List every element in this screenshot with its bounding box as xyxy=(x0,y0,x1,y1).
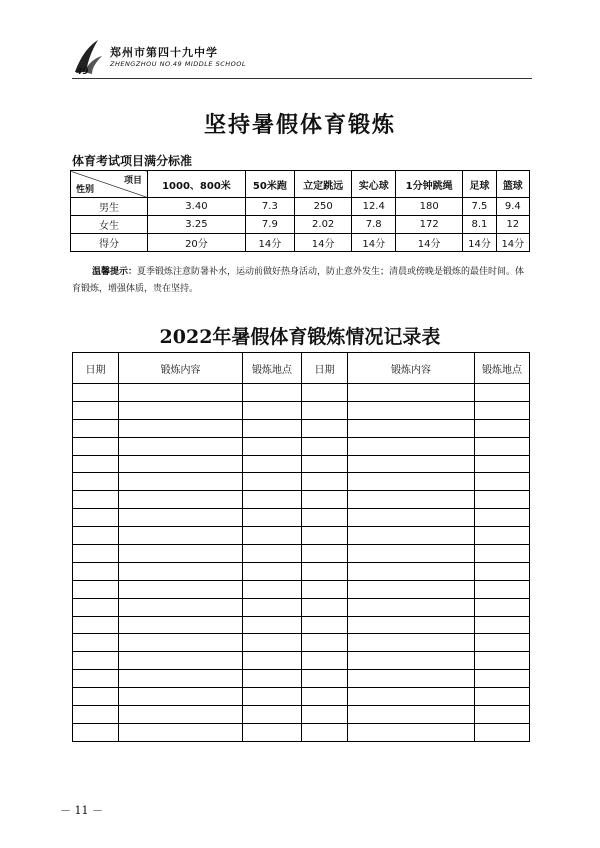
record-cell[interactable] xyxy=(348,384,475,402)
record-cell[interactable] xyxy=(243,706,302,724)
row-label: 得分 xyxy=(71,234,148,252)
record-cell[interactable] xyxy=(475,616,530,634)
table-row xyxy=(73,634,530,652)
table-row xyxy=(71,198,530,216)
record-cell[interactable] xyxy=(302,598,348,616)
record-cell[interactable] xyxy=(302,384,348,402)
record-cell[interactable] xyxy=(119,616,243,634)
table-row xyxy=(71,216,530,234)
table-cell: 14分 xyxy=(496,234,529,252)
record-cell[interactable] xyxy=(475,723,530,741)
record-cell[interactable] xyxy=(302,652,348,670)
record-cell[interactable] xyxy=(73,437,119,455)
record-cell[interactable] xyxy=(243,634,302,652)
record-cell[interactable] xyxy=(119,562,243,580)
column-header-location: 锻炼地点 xyxy=(475,353,530,384)
table-cell: 180 xyxy=(395,198,462,216)
record-cell[interactable] xyxy=(475,652,530,670)
table-row xyxy=(73,401,530,419)
school-name-cn: 郑州市第四十九中学 xyxy=(110,46,218,59)
record-cell[interactable] xyxy=(243,562,302,580)
record-cell[interactable] xyxy=(243,401,302,419)
table-row xyxy=(73,473,530,491)
table-cell: 14分 xyxy=(463,234,496,252)
record-cell[interactable] xyxy=(348,723,475,741)
record-cell[interactable] xyxy=(302,527,348,545)
record-cell[interactable] xyxy=(348,527,475,545)
record-cell[interactable] xyxy=(475,706,530,724)
row-label: 女生 xyxy=(71,216,148,234)
record-cell[interactable] xyxy=(73,401,119,419)
record-cell[interactable] xyxy=(243,616,302,634)
record-cell[interactable] xyxy=(243,527,302,545)
table-row xyxy=(73,527,530,545)
table-cell: 7.9 xyxy=(245,216,294,234)
record-cell[interactable] xyxy=(348,580,475,598)
record-cell[interactable] xyxy=(348,491,475,509)
record-cell[interactable] xyxy=(243,580,302,598)
table-row xyxy=(73,723,530,741)
record-cell[interactable] xyxy=(348,670,475,688)
record-cell[interactable] xyxy=(73,384,119,402)
record-cell[interactable] xyxy=(302,419,348,437)
table-row xyxy=(73,509,530,527)
record-cell[interactable] xyxy=(348,455,475,473)
record-cell[interactable] xyxy=(348,598,475,616)
record-cell[interactable] xyxy=(348,616,475,634)
record-cell[interactable] xyxy=(475,437,530,455)
table-row xyxy=(73,598,530,616)
record-cell[interactable] xyxy=(302,670,348,688)
record-cell[interactable] xyxy=(243,723,302,741)
record-cell[interactable] xyxy=(475,491,530,509)
table-cell: 250 xyxy=(294,198,352,216)
table-row xyxy=(71,234,530,252)
record-cell[interactable] xyxy=(475,473,530,491)
record-cell[interactable] xyxy=(475,455,530,473)
record-cell[interactable] xyxy=(243,509,302,527)
record-cell[interactable] xyxy=(73,706,119,724)
record-cell[interactable] xyxy=(475,598,530,616)
record-cell[interactable] xyxy=(475,580,530,598)
record-cell[interactable] xyxy=(119,473,243,491)
record-cell[interactable] xyxy=(475,562,530,580)
record-cell[interactable] xyxy=(119,545,243,563)
record-cell[interactable] xyxy=(73,491,119,509)
record-cell[interactable] xyxy=(119,688,243,706)
record-cell[interactable] xyxy=(302,723,348,741)
table-cell: 7.5 xyxy=(463,198,496,216)
record-cell[interactable] xyxy=(119,419,243,437)
standards-header-row xyxy=(71,171,530,198)
page-title: 坚持暑假体育锻炼 xyxy=(203,112,396,138)
column-header-content: 锻炼内容 xyxy=(348,353,475,384)
record-cell[interactable] xyxy=(302,401,348,419)
record-cell[interactable] xyxy=(119,580,243,598)
record-cell[interactable] xyxy=(119,634,243,652)
record-cell[interactable] xyxy=(302,634,348,652)
tip-label: 温馨提示： xyxy=(92,267,138,277)
record-cell[interactable] xyxy=(302,455,348,473)
column-header: 50米跑 xyxy=(245,171,294,198)
record-cell[interactable] xyxy=(348,473,475,491)
record-cell[interactable] xyxy=(243,473,302,491)
header-divider xyxy=(72,78,532,79)
table-row xyxy=(73,384,530,402)
page-number: － 11 － xyxy=(60,804,103,817)
record-cell[interactable] xyxy=(348,419,475,437)
record-cell[interactable] xyxy=(73,580,119,598)
table-cell: 3.25 xyxy=(148,216,246,234)
record-cell[interactable] xyxy=(475,419,530,437)
record-cell[interactable] xyxy=(302,706,348,724)
table-row xyxy=(73,670,530,688)
column-header: 足球 xyxy=(463,171,496,198)
column-header: 1000、800米 xyxy=(148,171,246,198)
record-cell[interactable] xyxy=(348,509,475,527)
record-cell[interactable] xyxy=(73,616,119,634)
record-cell[interactable] xyxy=(243,670,302,688)
record-cell[interactable] xyxy=(475,634,530,652)
record-cell[interactable] xyxy=(119,527,243,545)
tip-paragraph xyxy=(72,264,532,298)
table-row xyxy=(73,706,530,724)
table-row xyxy=(73,580,530,598)
record-cell[interactable] xyxy=(243,545,302,563)
record-cell[interactable] xyxy=(348,562,475,580)
school-name-en: ZHENGZHOU NO.49 MIDDLE SCHOOL xyxy=(110,60,246,68)
record-cell[interactable] xyxy=(73,652,119,670)
record-cell[interactable] xyxy=(302,688,348,706)
table-row xyxy=(73,652,530,670)
record-cell[interactable] xyxy=(119,455,243,473)
record-cell[interactable] xyxy=(243,491,302,509)
record-cell[interactable] xyxy=(475,527,530,545)
record-cell[interactable] xyxy=(73,688,119,706)
record-cell[interactable] xyxy=(348,706,475,724)
record-cell[interactable] xyxy=(348,688,475,706)
record-cell[interactable] xyxy=(119,670,243,688)
table-cell: 20分 xyxy=(148,234,246,252)
record-cell[interactable] xyxy=(119,384,243,402)
record-cell[interactable] xyxy=(475,401,530,419)
column-header-date: 日期 xyxy=(73,353,119,384)
record-cell[interactable] xyxy=(475,545,530,563)
record-cell[interactable] xyxy=(302,545,348,563)
record-cell[interactable] xyxy=(302,491,348,509)
table-cell: 12 xyxy=(496,216,529,234)
column-header: 篮球 xyxy=(496,171,529,198)
school-logo-icon xyxy=(72,38,104,76)
table-cell: 9.4 xyxy=(496,198,529,216)
record-cell[interactable] xyxy=(73,634,119,652)
tip-text: 夏季锻炼注意防暑补水，运动前做好热身活动，防止意外发生；清晨或傍晚是锻炼的最佳时间。体育锻炼，增强体质，贵在坚持。 xyxy=(72,267,525,294)
record-cell[interactable] xyxy=(475,670,530,688)
corner-label-gender: 性别 xyxy=(76,185,95,195)
record-cell[interactable] xyxy=(73,455,119,473)
record-cell[interactable] xyxy=(243,455,302,473)
record-cell[interactable] xyxy=(243,384,302,402)
table-cell: 7.8 xyxy=(352,216,396,234)
record-table-title: 2022年暑假体育锻炼情况记录表 xyxy=(159,326,441,348)
table-row xyxy=(73,437,530,455)
table-cell: 2.02 xyxy=(294,216,352,234)
record-cell[interactable] xyxy=(119,509,243,527)
diagonal-corner-cell xyxy=(71,171,148,198)
record-cell[interactable] xyxy=(302,580,348,598)
record-cell[interactable] xyxy=(73,723,119,741)
record-cell[interactable] xyxy=(119,706,243,724)
standards-table xyxy=(70,170,530,252)
record-cell[interactable] xyxy=(475,688,530,706)
table-cell: 14分 xyxy=(294,234,352,252)
record-cell[interactable] xyxy=(302,437,348,455)
table-cell: 172 xyxy=(395,216,462,234)
school-header xyxy=(72,38,532,80)
record-cell[interactable] xyxy=(475,509,530,527)
record-cell[interactable] xyxy=(302,562,348,580)
record-cell[interactable] xyxy=(243,437,302,455)
table-cell: 3.40 xyxy=(148,198,246,216)
record-cell[interactable] xyxy=(475,384,530,402)
record-cell[interactable] xyxy=(119,437,243,455)
record-cell[interactable] xyxy=(119,598,243,616)
column-header: 实心球 xyxy=(352,171,396,198)
record-cell[interactable] xyxy=(73,473,119,491)
record-cell[interactable] xyxy=(348,437,475,455)
svg-text:49: 49 xyxy=(76,67,89,76)
column-header-location: 锻炼地点 xyxy=(243,353,302,384)
table-cell: 14分 xyxy=(395,234,462,252)
table-cell: 14分 xyxy=(245,234,294,252)
column-header-content: 锻炼内容 xyxy=(119,353,243,384)
table-row xyxy=(73,688,530,706)
column-header: 立定跳远 xyxy=(294,171,352,198)
row-label: 男生 xyxy=(71,198,148,216)
table-cell: 12.4 xyxy=(352,198,396,216)
record-cell[interactable] xyxy=(348,652,475,670)
record-cell[interactable] xyxy=(73,509,119,527)
table-cell: 8.1 xyxy=(463,216,496,234)
record-cell[interactable] xyxy=(302,616,348,634)
record-cell[interactable] xyxy=(243,598,302,616)
record-cell[interactable] xyxy=(73,527,119,545)
column-header-date: 日期 xyxy=(302,353,348,384)
table-cell: 14分 xyxy=(352,234,396,252)
record-header-row xyxy=(73,353,530,384)
record-cell[interactable] xyxy=(243,419,302,437)
record-cell[interactable] xyxy=(73,562,119,580)
table-row xyxy=(73,491,530,509)
table-row xyxy=(73,562,530,580)
record-cell[interactable] xyxy=(302,509,348,527)
column-header: 1分钟跳绳 xyxy=(395,171,462,198)
corner-label-item: 项目 xyxy=(123,176,142,186)
record-cell[interactable] xyxy=(348,634,475,652)
record-cell[interactable] xyxy=(119,401,243,419)
record-cell[interactable] xyxy=(243,688,302,706)
record-cell[interactable] xyxy=(119,491,243,509)
table-row xyxy=(73,616,530,634)
table-cell: 7.3 xyxy=(245,198,294,216)
record-cell[interactable] xyxy=(73,598,119,616)
record-cell[interactable] xyxy=(348,545,475,563)
table-row xyxy=(73,455,530,473)
record-cell[interactable] xyxy=(302,473,348,491)
record-cell[interactable] xyxy=(73,545,119,563)
record-cell[interactable] xyxy=(348,401,475,419)
record-cell[interactable] xyxy=(73,670,119,688)
record-cell[interactable] xyxy=(73,419,119,437)
record-cell[interactable] xyxy=(243,652,302,670)
record-table xyxy=(72,352,530,742)
record-cell[interactable] xyxy=(119,652,243,670)
table-row xyxy=(73,419,530,437)
standards-subtitle: 体育考试项目满分标准 xyxy=(72,154,193,168)
table-row xyxy=(73,545,530,563)
record-cell[interactable] xyxy=(119,723,243,741)
